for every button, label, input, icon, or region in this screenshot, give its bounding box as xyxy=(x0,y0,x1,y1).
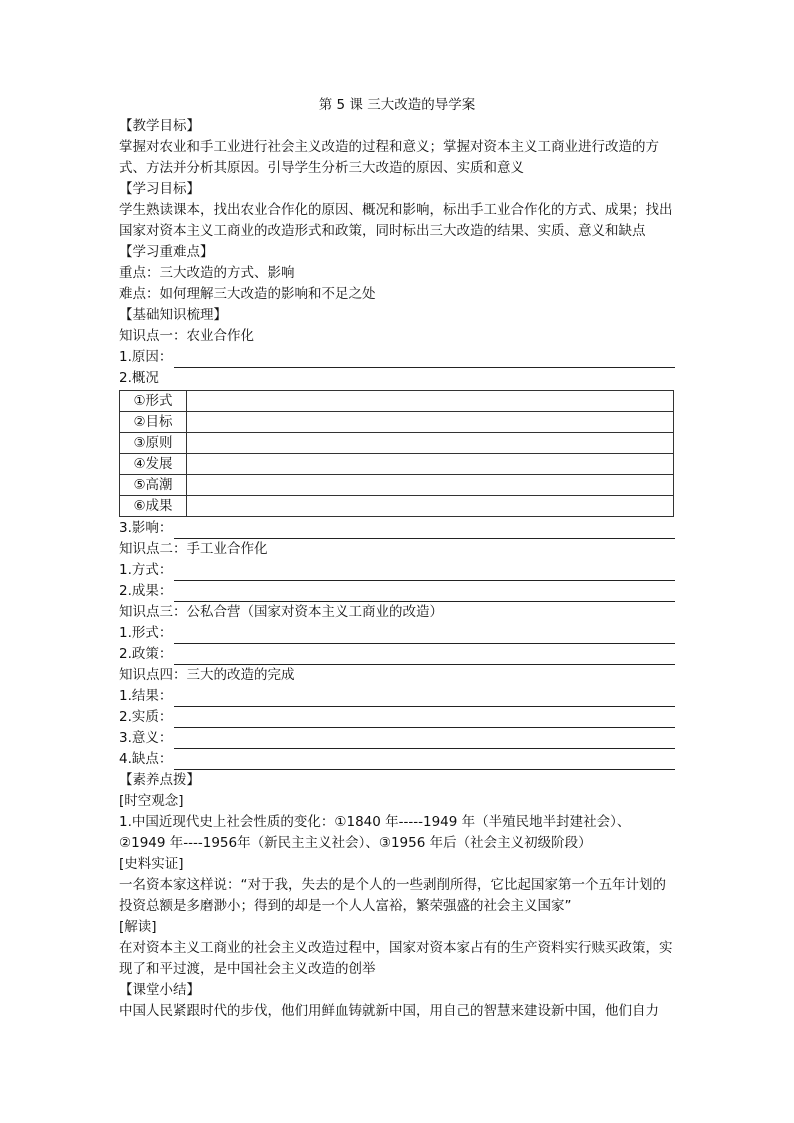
k2-method-label: 1.方式： xyxy=(119,562,173,578)
k4-shortcoming-field xyxy=(119,749,675,770)
difficult-point-text: 难点：如何理解三大改造的影响和不足之处 xyxy=(119,286,376,302)
k4-result-blank[interactable] xyxy=(174,691,675,707)
knowledge-point-4-title: 知识点四：三大的改造的完成 xyxy=(119,667,295,683)
knowledge-point-2-title: 知识点二：手工业合作化 xyxy=(119,541,268,557)
k3-form-label: 1.形式： xyxy=(119,625,173,641)
k4-significance-blank[interactable] xyxy=(174,733,675,749)
table-row xyxy=(120,475,674,496)
table-row-label: ④发展 xyxy=(120,454,187,475)
table-row-label: ①形式 xyxy=(120,391,187,412)
k1-overview-table xyxy=(119,390,674,517)
k4-significance-label: 3.意义： xyxy=(119,730,173,746)
spacetime-concept-label: [时空观念] xyxy=(119,793,184,809)
teaching-goals-text: 掌握对农业和手工业进行社会主义改造的过程和意义；掌握对资本主义工商业进行改造的方式、方法并分析其原因。引导学生分析三大改造的原因、实质和意义 xyxy=(119,139,659,176)
k2-method-field xyxy=(119,560,675,581)
table-row xyxy=(120,454,674,475)
k3-policy-blank[interactable] xyxy=(174,649,675,665)
table-answer-cell[interactable] xyxy=(187,454,674,475)
historical-evidence-label: [史料实证] xyxy=(119,856,184,872)
table-answer-cell[interactable] xyxy=(187,496,674,517)
k2-method-blank[interactable] xyxy=(174,565,675,581)
historical-evidence-text: 一名资本家这样说：“对于我，失去的是个人的一些剥削所得，它比起国家第一个五年计划的投资总额是多磨渺小；得到的却是一个人人富裕，繁荣强盛的社会主义国家” xyxy=(119,877,666,914)
section-heading-key-points: 【学习重难点】 xyxy=(119,244,214,260)
knowledge-point-3-title: 知识点三：公私合营（国家对资本主义工商业的改造） xyxy=(119,604,443,620)
learning-goals-text: 学生熟读课本，找出农业合作化的原因、概况和影响，标出手工业合作化的方式、成果；找出国家对资本主义工商业的改造形式和政策，同时标出三大改造的结果、实质、意义和缺点 xyxy=(119,202,673,239)
table-answer-cell[interactable] xyxy=(187,475,674,496)
k3-form-field xyxy=(119,623,675,644)
spacetime-concept-text: 1.中国近现代史上社会性质的变化：①1840 年-----1949 年（半殖民地半封建社会）、②1949 年----1956年（新民主主义社会）、③1956 年后（社会主义初级阶段） xyxy=(119,814,631,851)
k3-policy-label: 2.政策： xyxy=(119,646,173,662)
table-row xyxy=(120,433,674,454)
section-heading-summary: 【课堂小结】 xyxy=(119,982,200,998)
k1-reason-label: 1.原因： xyxy=(119,349,173,365)
knowledge-point-1-title: 知识点一：农业合作化 xyxy=(119,328,254,344)
k1-impact-label: 3.影响： xyxy=(119,520,173,536)
section-heading-basic-knowledge: 【基础知识梳理】 xyxy=(119,307,227,323)
k4-result-label: 1.结果： xyxy=(119,688,173,704)
table-row xyxy=(120,496,674,517)
k4-significance-field xyxy=(119,728,675,749)
k2-result-field xyxy=(119,581,675,602)
table-row-label: ⑤高潮 xyxy=(120,475,187,496)
table-row-label: ⑥成果 xyxy=(120,496,187,517)
table-answer-cell[interactable] xyxy=(187,433,674,454)
section-heading-learning-goals: 【学习目标】 xyxy=(119,181,200,197)
interpretation-text: 在对资本主义工商业的社会主义改造过程中，国家对资本家占有的生产资料实行赎买政策，实现了和平过渡，是中国社会主义改造的创举 xyxy=(119,940,673,977)
table-row-label: ③原则 xyxy=(120,433,187,454)
k4-essence-field xyxy=(119,707,675,728)
table-row xyxy=(120,391,674,412)
k1-reason-field xyxy=(119,347,675,368)
page-title: 第 5 课 三大改造的导学案 xyxy=(318,97,476,113)
k1-impact-blank[interactable] xyxy=(174,523,675,539)
table-answer-cell[interactable] xyxy=(187,412,674,433)
table-answer-cell[interactable] xyxy=(187,391,674,412)
table-row xyxy=(120,412,674,433)
k4-shortcoming-label: 4.缺点： xyxy=(119,751,173,767)
k4-essence-label: 2.实质： xyxy=(119,709,173,725)
k2-result-blank[interactable] xyxy=(174,586,675,602)
k3-form-blank[interactable] xyxy=(174,628,675,644)
section-heading-literacy: 【素养点拨】 xyxy=(119,772,200,788)
k1-impact-field xyxy=(119,518,675,539)
table-row-label: ②目标 xyxy=(120,412,187,433)
k4-essence-blank[interactable] xyxy=(174,712,675,728)
summary-text: 中国人民紧跟时代的步伐，他们用鲜血铸就新中国，用自己的智慧来建设新中国，他们自力 xyxy=(119,1003,659,1019)
k1-overview-label: 2.概况 xyxy=(119,370,159,386)
interpretation-label: [解读] xyxy=(119,919,157,935)
k4-shortcoming-blank[interactable] xyxy=(174,754,675,770)
key-point-text: 重点：三大改造的方式、影响 xyxy=(119,265,295,281)
k4-result-field xyxy=(119,686,675,707)
k3-policy-field xyxy=(119,644,675,665)
k2-result-label: 2.成果： xyxy=(119,583,173,599)
section-heading-teaching-goals: 【教学目标】 xyxy=(119,118,200,134)
k1-reason-blank[interactable] xyxy=(174,352,675,368)
document-content xyxy=(119,95,675,1022)
